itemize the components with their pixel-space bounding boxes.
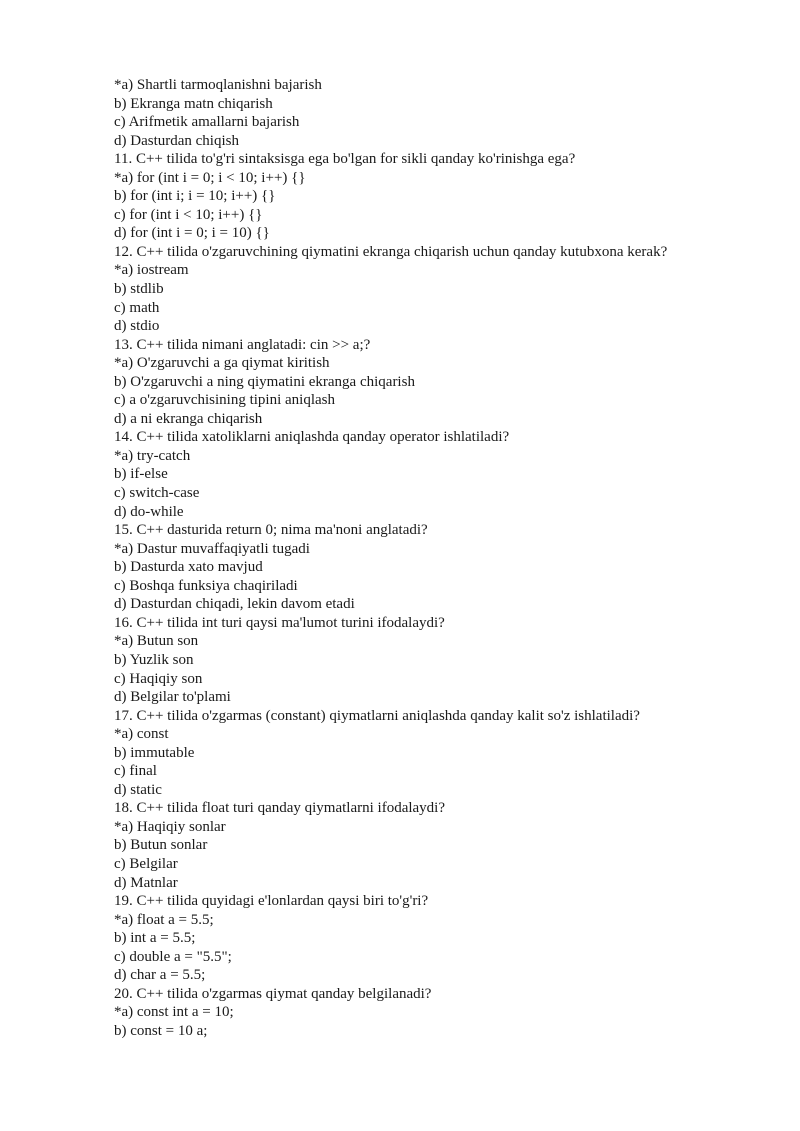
answer-option: d) for (int i = 0; i = 10) {} — [114, 225, 270, 242]
answer-option: b) Yuzlik son — [114, 651, 194, 668]
correct-answer-option: *a) float a = 5.5; — [114, 911, 214, 928]
answer-option: c) double a = "5.5"; — [114, 948, 232, 965]
answer-option: c) Haqiqiy son — [114, 670, 203, 687]
correct-answer-option: *a) const int a = 10; — [114, 1004, 234, 1021]
answer-option: d) Dasturdan chiqish — [114, 132, 239, 149]
correct-answer-option: *a) O'zgaruvchi a ga qiymat kiritish — [114, 355, 330, 372]
answer-option: b) stdlib — [114, 281, 164, 298]
correct-answer-option: *a) const — [114, 726, 169, 743]
answer-option: c) a o'zgaruvchisining tipini aniqlash — [114, 392, 335, 409]
correct-answer-option: *a) Dastur muvaffaqiyatli tugadi — [114, 540, 310, 557]
document-page — [114, 76, 754, 1040]
answer-option: d) a ni ekranga chiqarish — [114, 410, 263, 427]
question-text: 12. C++ tilida o'zgaruvchining qiymatini ekranga chiqarish uchun qanday kutubxona kerak? — [114, 243, 668, 260]
question-text: 15. C++ dasturida return 0; nima ma'noni anglatadi? — [114, 522, 428, 539]
question-text: 11. C++ tilida to'g'ri sintaksisga ega bo'lgan for sikli qanday ko'rinishga ega? — [114, 151, 576, 168]
question-text: 18. C++ tilida float turi qanday qiymatlarni ifodalaydi? — [114, 800, 446, 817]
correct-answer-option: *a) iostream — [114, 262, 189, 279]
correct-answer-option: *a) Shartli tarmoqlanishni bajarish — [114, 77, 322, 93]
correct-answer-option: *a) Haqiqiy sonlar — [114, 818, 226, 835]
question-text: 13. C++ tilida nimani anglatadi: cin >> a;? — [114, 336, 371, 353]
question-text: 16. C++ tilida int turi qaysi ma'lumot turini ifodalaydi? — [114, 614, 445, 631]
answer-option: c) math — [114, 299, 160, 316]
answer-option: b) const = 10 a; — [114, 1022, 208, 1039]
question-text: 17. C++ tilida o'zgarmas (constant) qiymatlarni aniqlashda qanday kalit so'z ishlatiladi? — [114, 707, 640, 724]
answer-option: b) immutable — [114, 744, 195, 761]
answer-option: b) if-else — [114, 466, 168, 483]
answer-option: d) Matnlar — [114, 874, 178, 891]
answer-option: d) do-while — [114, 503, 184, 520]
question-text: 14. C++ tilida xatoliklarni aniqlashda qanday operator ishlatiladi? — [114, 429, 510, 446]
answer-option: d) Belgilar to'plami — [114, 689, 231, 706]
answer-option: c) Belgilar — [114, 855, 178, 872]
answer-option: d) Dasturdan chiqadi, lekin davom etadi — [114, 596, 355, 613]
correct-answer-option: *a) try-catch — [114, 447, 191, 464]
answer-option: b) int a = 5.5; — [114, 930, 196, 947]
answer-option: b) Butun sonlar — [114, 837, 208, 854]
answer-option: d) static — [114, 781, 162, 798]
answer-option: c) Arifmetik amallarni bajarish — [114, 114, 300, 131]
correct-answer-option: *a) for (int i = 0; i < 10; i++) {} — [114, 169, 306, 186]
answer-option: c) Boshqa funksiya chaqiriladi — [114, 577, 298, 594]
answer-option: c) final — [114, 763, 157, 780]
answer-option: d) stdio — [114, 318, 160, 335]
answer-option: b) Dasturda xato mavjud — [114, 559, 263, 576]
answer-option: b) O'zgaruvchi a ning qiymatini ekranga chiqarish — [114, 373, 415, 390]
answer-option: b) Ekranga matn chiqarish — [114, 95, 273, 112]
question-text: 20. C++ tilida o'zgarmas qiymat qanday belgilanadi? — [114, 985, 432, 1002]
answer-option: d) char a = 5.5; — [114, 967, 206, 984]
answer-option: c) switch-case — [114, 485, 200, 502]
answer-option: c) for (int i < 10; i++) {} — [114, 206, 263, 223]
correct-answer-option: *a) Butun son — [114, 633, 199, 650]
answer-option: b) for (int i; i = 10; i++) {} — [114, 188, 276, 205]
question-text: 19. C++ tilida quyidagi e'lonlardan qaysi biri to'g'ri? — [114, 893, 429, 910]
